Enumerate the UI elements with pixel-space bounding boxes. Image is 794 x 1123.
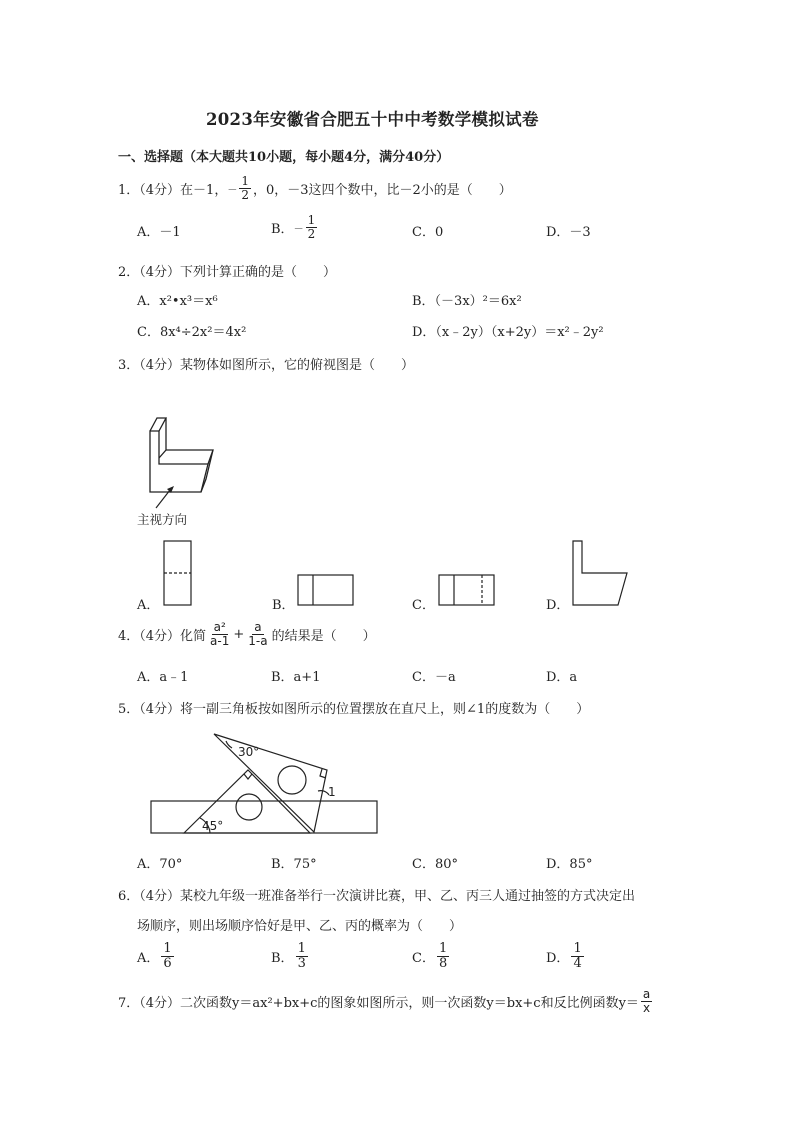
q1-option-b-neg: －: [293, 224, 304, 236]
q1-option-d[interactable]: D．－3: [546, 225, 591, 240]
q6-d-den: 4: [573, 956, 582, 972]
q6-option-a-fraction: [161, 942, 173, 972]
q1-frac-num: 1: [241, 174, 249, 188]
q6-option-c-fraction: [437, 942, 449, 972]
q6-option-d[interactable]: [546, 942, 586, 972]
q1-neg-sign: －: [227, 185, 238, 197]
q6-a-den: 6: [163, 956, 172, 972]
q4-frac2-num: a: [254, 620, 262, 634]
q4-frac1-den: a-1: [210, 634, 230, 649]
q7-frac-den: x: [643, 1001, 651, 1016]
triangle-45-hole: [236, 794, 262, 820]
q5-angle-1-label: 1: [328, 785, 336, 799]
question-3-stem: 3．（4分）某物体如图所示，它的俯视图是（ ）: [118, 358, 415, 373]
q6-c-den: 8: [438, 956, 448, 972]
q6-option-a-label: A．: [137, 951, 160, 967]
q6-option-c[interactable]: [412, 942, 451, 972]
q3-option-c-label[interactable]: C．: [412, 598, 435, 613]
q5-option-a[interactable]: A．70°: [137, 857, 183, 872]
q1-option-a[interactable]: A．－1: [137, 225, 181, 240]
q4-frac1-num: a²: [213, 620, 226, 634]
q2-option-d[interactable]: D．（x﹣2y）（x+2y）＝x²﹣2y²: [412, 325, 604, 340]
q7-text-pre: 7．（4分）二次函数y＝ax²+bx+c的图象如图所示，则一次函数y＝bx+c和反比例函数y＝: [118, 996, 639, 1012]
q1-option-b-num: 1: [307, 213, 316, 227]
q5-option-d[interactable]: D．85°: [546, 857, 593, 872]
q6-option-b[interactable]: [271, 942, 310, 972]
q6-d-num: 1: [573, 941, 582, 956]
q4-option-d[interactable]: D．a: [546, 670, 578, 685]
q1-frac-den: 2: [241, 188, 249, 203]
q2-option-a[interactable]: A．x²•x³＝x⁶: [137, 294, 218, 309]
q1-option-b-label: B．: [271, 222, 294, 238]
q5-option-b[interactable]: B．75°: [271, 857, 317, 872]
q6-c-num: 1: [438, 941, 448, 956]
page-title: 2023年安徽省合肥五十中中考数学模拟试卷: [206, 110, 539, 129]
q4-option-b[interactable]: B．a+1: [271, 670, 321, 685]
q4-text-pre: 4．（4分）化简: [118, 629, 207, 645]
q4-text-post: 的结果是（ ）: [271, 629, 376, 645]
q5-angle-45-label: 45°: [202, 819, 224, 833]
q4-frac2-den: 1-a: [248, 634, 268, 649]
q4-option-a[interactable]: A．a﹣1: [137, 670, 189, 685]
q6-option-a[interactable]: [137, 942, 176, 972]
q6-option-b-label: B．: [271, 951, 294, 967]
q6-option-d-fraction: [571, 942, 583, 972]
q6-a-num: 1: [163, 941, 172, 956]
q4-plus: +: [233, 627, 245, 643]
q1-text-post: ，0，－3这四个数中，比－2小的是（ ）: [252, 183, 512, 199]
q7-frac-num: a: [642, 987, 651, 1001]
q5-option-c[interactable]: C．80°: [412, 857, 458, 872]
q5-angle-30-label: 30°: [238, 745, 260, 759]
question-6-line-2: 场顺序，则出场顺序恰好是甲、乙、丙的概率为（ ）: [137, 919, 463, 934]
q6-b-den: 3: [297, 956, 306, 972]
q2-option-b[interactable]: B．（－3x）²＝6x²: [412, 294, 522, 309]
q3-option-a-label[interactable]: A．: [137, 598, 160, 613]
q2-option-c[interactable]: C．8x⁴÷2x²＝4x²: [137, 325, 247, 340]
q1-text-pre: 1．（4分）在－1，: [118, 183, 228, 199]
q6-option-b-fraction: [296, 942, 308, 972]
question-7-stem: [118, 988, 654, 1015]
q3-option-d-label[interactable]: D．: [546, 598, 570, 613]
triangle-30-60-90: [214, 734, 327, 832]
ruler: [151, 801, 377, 833]
q3-option-b-label[interactable]: B．: [272, 598, 295, 613]
q7-fraction: [641, 988, 652, 1015]
q6-b-num: 1: [297, 941, 306, 956]
q1-option-b-den: 2: [307, 227, 316, 242]
q6-option-d-label: D．: [546, 951, 570, 967]
section-heading: 一、选择题（本大题共10小题，每小题4分，满分40分）: [118, 150, 450, 165]
question-6-line-1: 6．（4分）某校九年级一班准备举行一次演讲比赛，甲、乙、丙三人通过抽签的方式决定出: [118, 889, 636, 904]
question-5-stem: 5．（4分）将一副三角板按如图所示的位置摆放在直尺上，则∠1的度数为（ ）: [118, 702, 590, 717]
triangle-30-hole: [278, 766, 306, 794]
q4-option-c[interactable]: C．－a: [412, 670, 456, 685]
q6-option-c-label: C．: [412, 951, 435, 967]
question-2-stem: 2．（4分）下列计算正确的是（ ）: [118, 265, 337, 280]
view-direction-label: 主视方向: [137, 512, 188, 527]
q1-option-c[interactable]: C．0: [412, 225, 444, 240]
